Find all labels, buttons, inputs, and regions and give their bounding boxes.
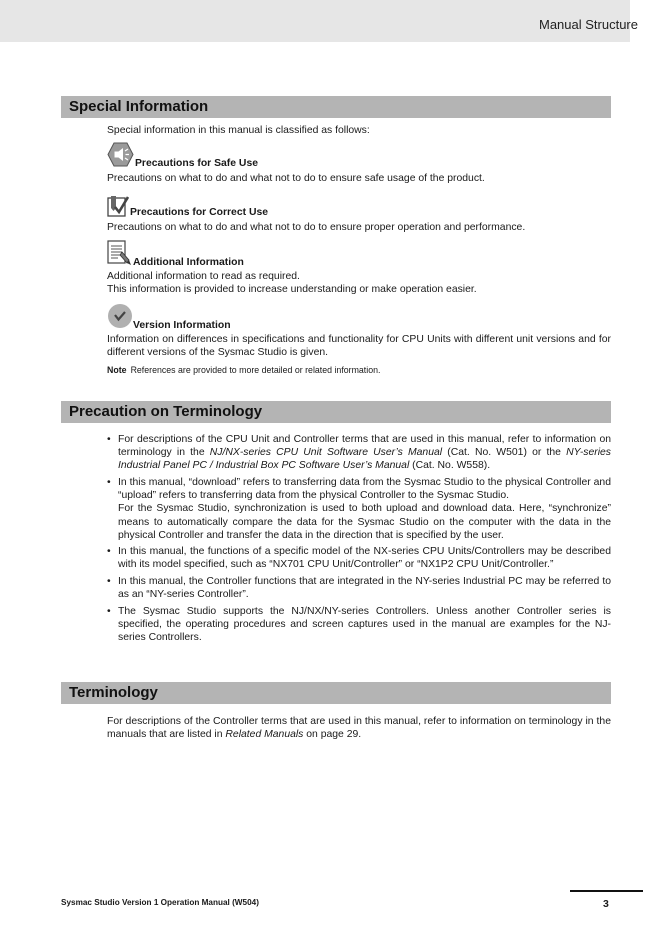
list-item: • The Sysmac Studio supports the NJ/NX/NY-series Controllers. Unless another Controller series is specified, the operating procedures and screen captures used in the manual are examples for the NJ-series Controllers. [107,605,611,645]
note-label: Note [107,365,127,375]
text-additional-info-2: This information is provided to increase understanding or make operation easier. [107,284,477,295]
text-correct-use: Precautions on what to do and what not to do to ensure proper operation and performance. [107,222,526,233]
caution-speaker-icon [107,142,134,167]
notepad-pencil-icon [107,240,132,266]
version-check-icon [107,303,133,329]
list-item: • In this manual, the Controller functions that are integrated in the NY-series Industrial PC may be referred to as an “NY-series Controller”. [107,575,611,601]
section-heading-text: Precaution on Terminology [69,403,263,420]
text-safe-use: Precautions on what to do and what not to do to ensure safe usage of the product. [107,173,485,184]
label-additional-info: Additional Information [133,257,244,268]
section-heading-special-information [61,96,611,118]
label-safe-use: Precautions for Safe Use [135,158,258,169]
label-correct-use: Precautions for Correct Use [130,207,269,218]
special-info-intro: Special information in this manual is classified as follows: [107,125,370,136]
section-heading-precaution-terminology [61,401,611,423]
text-version-info: Information on differences in specifications and functionality for CPU Units with different unit versions and for different versions of the Sysmac Studio is given. [107,334,611,359]
text-additional-info-1: Additional information to read as required. [107,271,300,282]
list-item: • In this manual, the functions of a specific model of the NX-series CPU Units/Controllers may be described with its model specified, such as “NX701 CPU Unit/Controller” or “NX1P2 CPU Unit/Controller.” [107,545,611,571]
note-text: References are provided to more detailed or related information. [130,365,381,375]
footer-manual-title: Sysmac Studio Version 1 Operation Manual (W504) [61,898,259,907]
checkmark-pen-icon [107,193,129,217]
footer-rule [570,890,643,892]
header-bar [0,0,630,42]
header-title: Manual Structure [539,17,638,32]
page-number: 3 [603,898,609,910]
list-item: • In this manual, “download” refers to transferring data from the Sysmac Studio to the physical Controller and “upload” refers to transferring data from the physical Controller to the Sysmac Studio. For the Sysmac Studio, synchronization is used to both upload and download data. Here, “synchronize” means to automatically compare the data for the Sysmac Studio on the computer with the data in the physical Controller and transfer the data in the direction that is specified by the user. [107,476,611,542]
label-version-info: Version Information [133,320,231,331]
section-heading-text: Special Information [69,98,209,115]
note-line [107,365,380,375]
related-manuals-ref: Related Manuals [225,729,304,741]
section-heading-text: Terminology [69,684,158,701]
section-heading-terminology [61,682,611,704]
list-item: • For descriptions of the CPU Unit and Controller terms that are used in this manual, refer to information on terminology in the NJ/NX-series CPU Unit Software User’s Manual (Cat. No. W501) or the NY-series Industrial Panel PC / Industrial Box PC Software User’s Manual (Cat. No. W558). [107,433,611,473]
terminology-bullets [107,433,611,648]
terminology-text: For descriptions of the Controller terms that are used in this manual, refer to information on terminology in the manuals that are listed in Related Manuals on page 29. [107,716,611,741]
